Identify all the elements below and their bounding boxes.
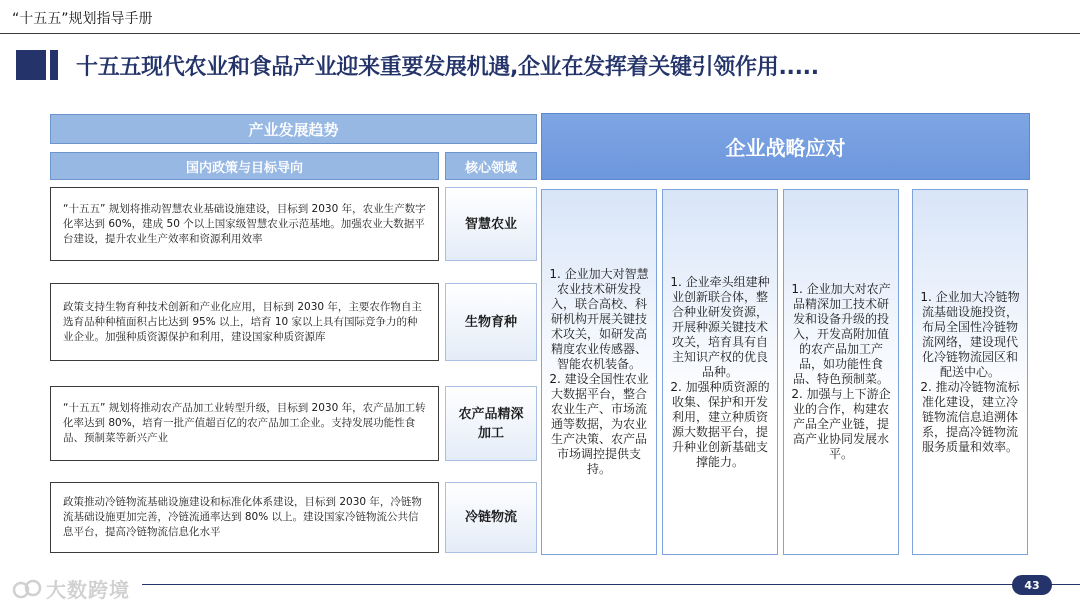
core-box-4 bbox=[445, 482, 537, 553]
core-box-2 bbox=[445, 283, 537, 361]
watermark-text: 大数跨境 bbox=[46, 578, 130, 602]
policy-box-1 bbox=[50, 187, 439, 261]
strategy-text-3: 1. 企业加大对农产品精深加工技术研发和设备升级的投入，开发高附加值的农产品加工产品，如功能性食品、特色预制菜。 2. 加强与上下游企业的合作，构建农产品全产业链，提高产业协同发展水平。 bbox=[791, 282, 891, 461]
footer-divider bbox=[142, 584, 1080, 585]
policy-text-4: 政策推动冷链物流基础设施建设和标准化体系建设，目标到 2030 年，冷链物流基础设施更加完善，冷链流通率达到 80% 以上。建设国家冷链物流公共信息平台，提高冷链物流信息化水平 bbox=[63, 496, 422, 538]
core-label-3: 农产品精深加工 bbox=[458, 406, 524, 441]
strategy-column-4 bbox=[912, 189, 1028, 555]
top-divider bbox=[0, 33, 1080, 34]
strategy-text-2: 1. 企业牵头组建种业创新联合体，整合种业研发资源，开展种源关键技术攻关，培育具有自主知识产权的优良品种。 2. 加强种质资源的收集、保护和开发利用，建立种质资源大数据平台，提升种业创新基础支撑能力。 bbox=[670, 274, 770, 469]
strategy-header: 企业战略应对 bbox=[541, 113, 1030, 180]
core-header: 核心领域 bbox=[445, 152, 537, 180]
policy-text-2: 政策支持生物育种技术创新和产业化应用，目标到 2030 年，主要农作物自主选育品种种植面积占比达到 95% 以上，培育 10 家以上具有国际竞争力的种业企业。加强种质资源保护和利用，建设国家种质资源库 bbox=[63, 300, 422, 343]
page-number: 43 bbox=[1012, 575, 1052, 595]
policy-text-3: “十五五” 规划将推动农产品加工业转型升级，目标到 2030 年，农产品加工转化率达到 80%，培育一批产值超百亿的农产品加工企业。支持发展功能性食品、预制菜等新兴产业 bbox=[63, 402, 426, 444]
strategy-column-3 bbox=[783, 189, 899, 555]
policy-text-1: “十五五” 规划将推动智慧农业基础设施建设，目标到 2030 年，农业生产数字化率达到 60%，建成 50 个以上国家级智慧农业示范基地。加强农业大数据平台建设，提升农业生产效率和资源利用效率 bbox=[63, 202, 426, 245]
core-label-1: 智慧农业 bbox=[464, 216, 517, 232]
core-box-1 bbox=[445, 187, 537, 261]
trend-header: 产业发展趋势 bbox=[50, 114, 537, 144]
strategy-column-1 bbox=[541, 189, 657, 555]
doc-label: “十五五”规划指导手册 bbox=[12, 11, 153, 27]
core-label-2: 生物育种 bbox=[464, 314, 517, 330]
strategy-column-2 bbox=[662, 189, 778, 555]
page-title: 十五五现代农业和食品产业迎来重要发展机遇,企业在发挥着关键引领作用..... bbox=[76, 55, 819, 80]
title-block-icon bbox=[16, 50, 60, 80]
policy-header: 国内政策与目标导向 bbox=[50, 152, 439, 180]
strategy-text-4: 1. 企业加大冷链物流基础设施投资，布局全国性冷链物流网络，建设现代化冷链物流园区和配送中心。 2. 推动冷链物流标准化建设，建立冷链物流信息追溯体系，提高冷链物流服务质量和效率。 bbox=[920, 289, 1020, 454]
core-box-3 bbox=[445, 386, 537, 461]
strategy-text-1: 1. 企业加大对智慧农业技术研发投入，联合高校、科研机构开展关键技术攻关，如研发高精度农业传感器、智能农机装备。 2. 建设全国性农业大数据平台，整合农业生产、市场流通等数据，为农业生产决策、农产品市场调控提供支持。 bbox=[549, 267, 649, 476]
watermark bbox=[12, 574, 130, 603]
core-label-4: 冷链物流 bbox=[464, 510, 517, 525]
policy-box-3 bbox=[50, 386, 439, 461]
policy-box-4 bbox=[50, 482, 439, 553]
policy-box-2 bbox=[50, 283, 439, 361]
watermark-logo-icon bbox=[12, 576, 42, 602]
